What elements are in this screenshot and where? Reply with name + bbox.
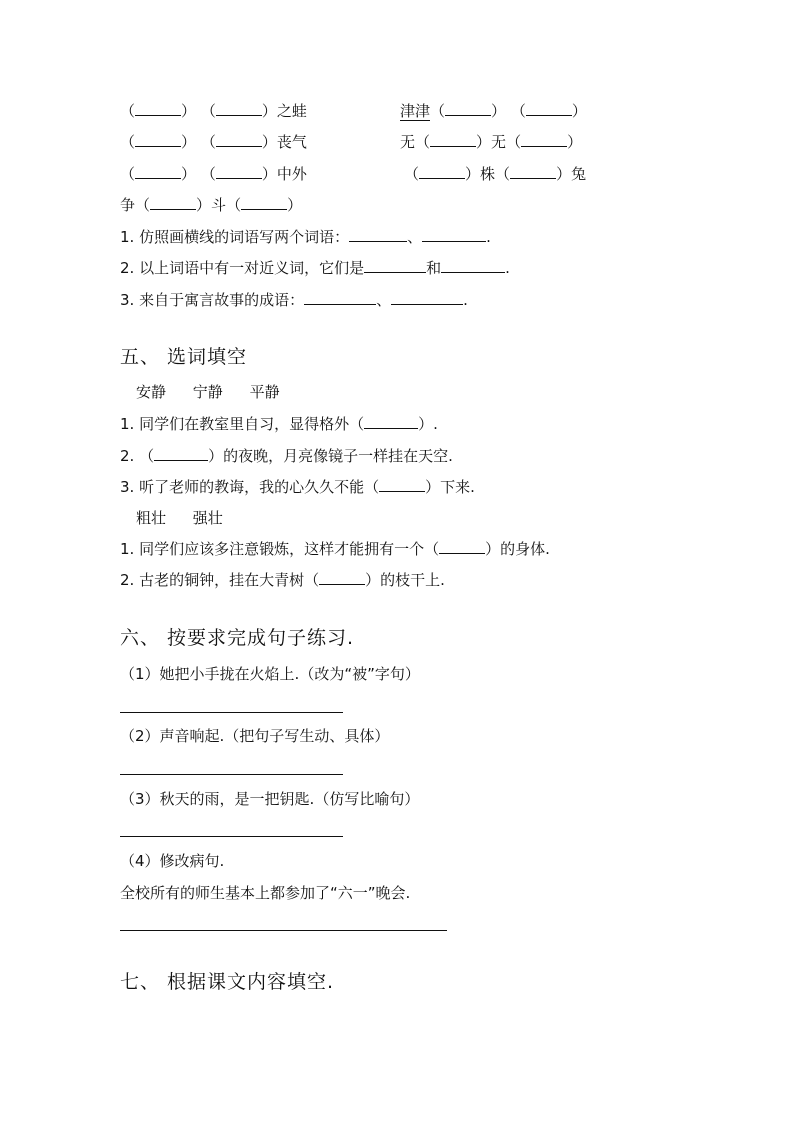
blank[interactable]	[439, 539, 485, 554]
blank[interactable]	[422, 227, 486, 242]
blank[interactable]	[364, 258, 426, 273]
section-5-title: 五、 选词填空	[120, 346, 248, 368]
exercise-1: （1）她把小手拢在火焰上.（改为“被”字句）	[120, 665, 420, 683]
blank[interactable]	[241, 195, 287, 210]
word-option: 平静	[249, 383, 280, 401]
word-option: 宁静	[192, 383, 223, 401]
idiom-row-3-left: （ ） （ ）中外	[120, 165, 307, 183]
answer-line[interactable]	[120, 774, 343, 775]
blank[interactable]	[521, 132, 567, 147]
answer-line[interactable]	[120, 836, 343, 837]
blank[interactable]	[526, 101, 572, 116]
blank[interactable]	[430, 132, 476, 147]
fill-sentence-3: 3. 听了老师的教诲，我的心久久不能（ ）下来.	[120, 478, 475, 496]
exercise-2: （2）声音响起.（把句子写生动、具体）	[120, 727, 390, 745]
question-3: 3. 来自于寓言故事的成语： 、 .	[120, 291, 468, 309]
idiom-row-2-left: （ ） （ ）丧气	[120, 133, 307, 151]
faulty-sentence: 全校所有的师生基本上都参加了“六一”晚会.	[120, 884, 411, 902]
blank[interactable]	[216, 164, 262, 179]
blank[interactable]	[304, 290, 376, 305]
blank[interactable]	[216, 132, 262, 147]
answer-line[interactable]	[120, 930, 447, 931]
idiom-row-3-right: （ ）株（ ）兔	[404, 165, 587, 183]
section-6-title: 六、 按要求完成句子练习.	[120, 627, 355, 649]
blank[interactable]	[441, 258, 505, 273]
blank[interactable]	[391, 290, 463, 305]
idiom-row-4: 争（ ）斗（ ）	[120, 196, 303, 214]
blank[interactable]	[135, 164, 181, 179]
question-2: 2. 以上词语中有一对近义词，它们是 和 .	[120, 259, 510, 277]
fill-sentence-2: 2. （ ）的夜晚，月亮像镜子一样挂在天空.	[120, 447, 453, 465]
word-option: 安静	[136, 383, 167, 401]
word-option: 粗壮	[136, 509, 167, 527]
blank[interactable]	[135, 101, 181, 116]
idiom-row-1-right: 津津（ ） （ ）	[400, 102, 587, 120]
blank[interactable]	[150, 195, 196, 210]
blank[interactable]	[135, 132, 181, 147]
fill-sentence-5: 2. 古老的铜钟，挂在大青树（ ）的枝干上.	[120, 571, 445, 589]
blank[interactable]	[510, 164, 556, 179]
blank[interactable]	[154, 446, 208, 461]
section-7-title: 七、 根据课文内容填空.	[120, 971, 335, 993]
blank[interactable]	[216, 101, 262, 116]
idiom-row-2-right: 无（ ）无（ ）	[400, 133, 583, 151]
word-bank-2	[136, 508, 245, 528]
blank[interactable]	[319, 570, 365, 585]
fill-sentence-4: 1. 同学们应该多注意锻炼，这样才能拥有一个（ ）的身体.	[120, 540, 550, 558]
blank[interactable]	[364, 414, 418, 429]
fill-sentence-1: 1. 同学们在教室里自习，显得格外（ ）.	[120, 415, 438, 433]
blank[interactable]	[445, 101, 491, 116]
word-option: 强壮	[192, 509, 223, 527]
exercise-4: （4）修改病句.	[120, 852, 225, 870]
blank[interactable]	[419, 164, 465, 179]
idiom-row-1-left: （ ） （ ）之蛙	[120, 102, 307, 120]
exercise-3: （3）秋天的雨，是一把钥匙.（仿写比喻句）	[120, 790, 420, 808]
word-bank-1	[136, 382, 302, 402]
blank[interactable]	[349, 227, 407, 242]
answer-line[interactable]	[120, 712, 343, 713]
question-1: 1. 仿照画横线的词语写两个词语： 、 .	[120, 228, 491, 246]
blank[interactable]	[379, 477, 425, 492]
